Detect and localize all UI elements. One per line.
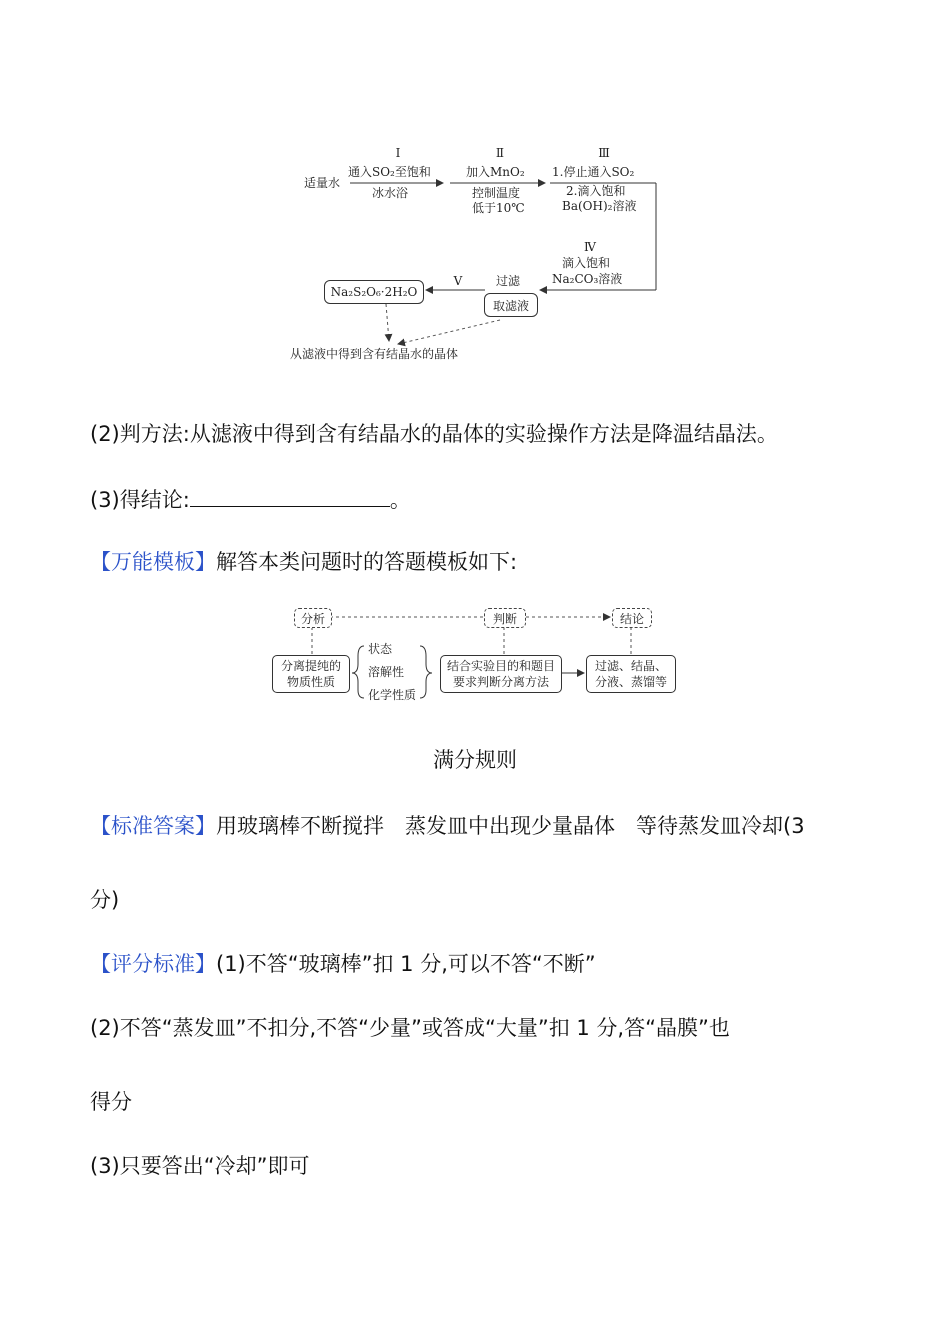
standard-answer-line2: 分) — [90, 888, 120, 912]
header-analyze: 分析 — [294, 608, 332, 628]
scoring-item3: (3)只要答出“冷却”即可 — [90, 1154, 310, 1178]
para-judge: (2)判方法:从滤液中得到含有结晶水的晶体的实验操作方法是降温结晶法。 — [90, 422, 778, 446]
step2-roman-label: Ⅱ — [495, 146, 505, 160]
step5-roman: Ⅴ — [453, 274, 463, 288]
step3-bottom2: Ba(OH)₂溶液 — [562, 199, 637, 213]
step3-roman: Ⅲ — [598, 146, 610, 160]
standard-answer-line1 — [90, 812, 805, 840]
product-box: Na₂S₂O₆·2H₂O — [324, 280, 424, 304]
box1-line1: 分离提纯的 — [280, 659, 341, 673]
prop-state: 状态 — [368, 642, 393, 656]
box3-line1: 过滤、结晶、 — [594, 659, 667, 673]
step2-bottom2: 低于10℃ — [472, 201, 525, 215]
step4-line1: 滴入饱和 — [562, 256, 611, 270]
box2-line1: 结合实验目的和题目 — [446, 659, 555, 673]
template-text: 解答本类问题时的答题模板如下: — [216, 550, 518, 574]
step1-roman: Ⅰ — [395, 146, 401, 160]
answer-text: 用玻璃棒不断搅拌 蒸发皿中出现少量晶体 等待蒸发皿冷却(3 — [216, 814, 805, 838]
conclusion-prefix: (3)得结论: — [90, 488, 190, 512]
answer-tag: 【标准答案】 — [90, 814, 216, 838]
header-conclude: 结论 — [612, 608, 652, 628]
step1-bottom: 冰水浴 — [372, 186, 409, 200]
template-tag: 【万能模板】 — [90, 550, 216, 574]
filtrate-box: 取滤液 — [484, 293, 538, 317]
step4-line2: Na₂CO₃溶液 — [552, 272, 623, 286]
conclusion-suffix: 。 — [389, 488, 411, 512]
scoring-line1 — [90, 950, 596, 978]
filter-label: 过滤 — [496, 274, 521, 288]
step2-bottom1: 控制温度 — [472, 186, 521, 200]
box2-line2: 要求判断分离方法 — [452, 675, 549, 689]
scoring-tag: 【评分标准】 — [90, 952, 216, 976]
step3-top: 1.停止通入SO₂ — [552, 165, 635, 179]
step2-top: 加入MnO₂ — [466, 165, 525, 179]
box3-line2: 分液、蒸馏等 — [594, 675, 667, 689]
box1-line2: 物质性质 — [286, 675, 335, 689]
prop-chemical: 化学性质 — [368, 688, 417, 702]
flow-note: 从滤液中得到含有结晶水的晶体 — [290, 347, 459, 361]
scoring-item1: (1)不答“玻璃棒”扣 1 分,可以不答“不断” — [216, 952, 596, 976]
prop-solubility: 溶解性 — [368, 665, 405, 679]
answer-template-diagram — [270, 600, 680, 700]
section-title: 满分规则 — [433, 748, 517, 772]
box-judge-method — [440, 655, 562, 693]
scoring-item2-line1: (2)不答“蒸发皿”不扣分,不答“少量”或答成“大量”扣 1 分,答“晶膜”也 — [90, 1016, 730, 1040]
template-intro — [90, 548, 517, 576]
box-methods — [586, 655, 676, 693]
process-flow-diagram — [280, 138, 680, 370]
answer-blank[interactable] — [190, 484, 390, 507]
box-substance-properties — [272, 655, 350, 693]
start-label: 适量水 — [304, 176, 341, 190]
step4-roman: Ⅳ — [584, 240, 596, 254]
para-conclusion — [90, 484, 411, 514]
step3-bottom1: 2.滴入饱和 — [566, 184, 626, 198]
header-judge: 判断 — [484, 608, 526, 628]
step1-top: 通入SO₂至饱和 — [348, 165, 431, 179]
scoring-item2-line2: 得分 — [90, 1090, 132, 1114]
